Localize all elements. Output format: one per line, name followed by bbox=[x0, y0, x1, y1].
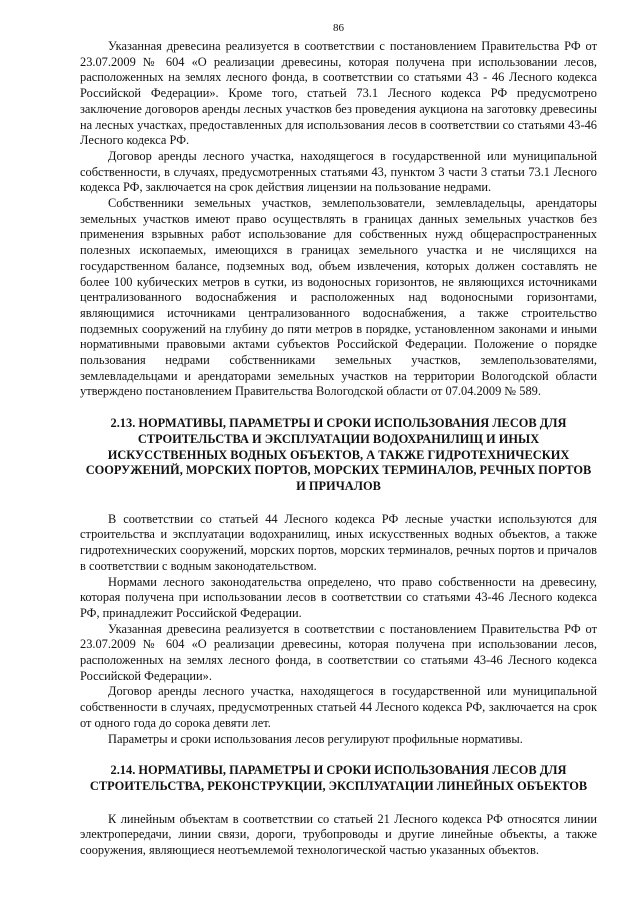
page-number: 86 bbox=[333, 22, 344, 34]
section-title-2-13: 2.13. НОРМАТИВЫ, ПАРАМЕТРЫ И СРОКИ ИСПОЛЬЗОВАНИЯ ЛЕСОВ ДЛЯ СТРОИТЕЛЬСТВА И ЭКСПЛУАТАЦИИ ВОДОХРАНИЛИЩ И ИНЫХ ИСКУССТВЕННЫХ ВОДНЫХ ОБЪЕКТОВ, А ТАКЖЕ ГИДРОТЕХНИЧЕСКИХ СООРУЖЕНИЙ, МОРСКИХ ПОРТОВ, МОРСКИХ ТЕРМИНАЛОВ, РЕЧНЫХ ПОРТОВ И ПРИЧАЛОВ bbox=[85, 416, 592, 493]
paragraph: Договор аренды лесного участка, находящегося в государственной или муниципальной собственности в случаях, предусмотренных статьей 44 Лесного кодекса РФ, заключается на срок от одного года до сорока девяти лет. bbox=[80, 684, 597, 730]
paragraph: Договор аренды лесного участка, находящегося в государственной или муниципальной собственности, в случаях, предусмотренных статьями 43, пунктом 3 части 3 статьи 73.1 Лесного кодекса РФ, заключается на срок действия лицензии на пользование недрами. bbox=[80, 148, 597, 195]
paragraph: К линейным объектам в соответствии со статьей 21 Лесного кодекса РФ относятся линии электропередачи, линии связи, дороги, трубопроводы и другие линейные объекты, а также сооружения, являющиеся неотъемлемой технологической частью указанных объектов. bbox=[80, 811, 597, 858]
paragraph: Собственники земельных участков, землепользователи, землевладельцы, арендаторы земельных участков имеют право осуществлять в границах данных земельных участков без применения взрывных работ использование для собственных нужд общераспространенных полезных ископаемых, имеющихся в границах земельного участка и не числящихся на государственном балансе, подземных вод, объем извлечения, которых должен составлять не более 100 кубических метров в сутки, из водоносных горизонтов, не являющихся источниками централизованного водоснабжения и расположенных над водоносными горизонтами, являющимися источниками централизованного водоснабжения, а также строительство подземных сооружений на глубину до пяти метров в порядке, установленном законами и иными нормативными правовыми актами субъектов Российской Федерации. Положение о порядке пользования недрами собственниками земельных участков, землепользователями, землевладельцами и арендаторами земельных участков на территории Вологодской области утверждено постановлением Правительства Вологодской области от 07.04.2009 № 589. bbox=[80, 196, 597, 399]
paragraph: В соответствии со статьей 44 Лесного кодекса РФ лесные участки используются для строительства и эксплуатации водохранилищ, иных искусственных водных объектов, а также гидротехнических сооружений, морских портов, морских терминалов, речных портов и причалов в соответствии с водным законодательством. bbox=[80, 511, 597, 573]
paragraph: Указанная древесина реализуется в соответствии с постановлением Правительства РФ от 23.07.2009 № 604 «О реализации древесины, которая получена при использовании лесов, расположенных на землях лесного фонда, в соответствии со статьями 43-46 Лесного кодекса Российской Федерации». bbox=[80, 621, 597, 683]
document-page bbox=[80, 22, 597, 859]
paragraph: Указанная древесина реализуется в соответствии с постановлением Правительства РФ от 23.07.2009 № 604 «О реализации древесины, которая получена при использовании лесов, расположенных на землях лесного фонда, в соответствии со статьями 43 - 46 Лесного кодекса Российской Федерации». Кроме того, статьей 73.1 Лесного кодекса РФ предусмотрено заключение договоров аренды лесных участков без проведения аукциона на заготовку древесины на лесных участках, предоставленных для использования лесов в соответствии со статьями 43-46 Лесного кодекса РФ. bbox=[80, 39, 597, 148]
section-title-2-14: 2.14. НОРМАТИВЫ, ПАРАМЕТРЫ И СРОКИ ИСПОЛЬЗОВАНИЯ ЛЕСОВ ДЛЯ СТРОИТЕЛЬСТВА, РЕКОНСТРУКЦИИ, ЭКСПЛУАТАЦИИ ЛИНЕЙНЫХ ОБЪЕКТОВ bbox=[89, 763, 588, 793]
paragraph: Нормами лесного законодательства определено, что право собственности на древесину, которая получена при использовании лесов в соответствии со статьями 43-46 Лесного кодекса РФ, принадлежит Российской Федерации. bbox=[80, 574, 597, 620]
paragraph: Параметры и сроки использования лесов регулируют профильные нормативы. bbox=[108, 731, 523, 746]
